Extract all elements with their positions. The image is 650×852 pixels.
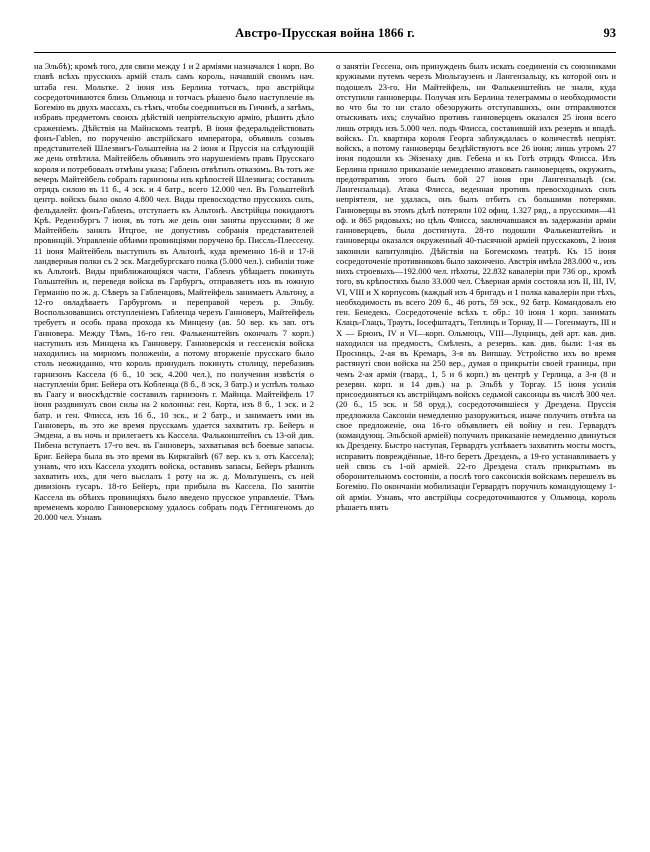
text-columns	[34, 61, 616, 522]
header-divider	[34, 52, 616, 53]
column-right	[336, 61, 616, 512]
column-left	[34, 61, 314, 522]
page-number: 93	[603, 26, 616, 40]
column-right-text: о занятіи Гессена, онъ принужденъ былъ искать соединенія съ союзниками кружными путемъ черезъ Мюльгаузенъ и Лангензальцу, къ которой онъ и подошелъ 23-го. Ни Майтейфель, ни Фалькенштейнъ не знали, куда отступили ганноверцы. Получая изъ Берлина телеграммы о необходимости во что бы то ни стало обезоружить отступавшихъ, они отправляются отыскивать ихъ; случайно противъ ганноверцевъ оказался 25 іюня всего лишь отрядъ изъ 5.000 чел. подъ Флисса, составившій ихъ резервъ и впадѣ. войскъ. Гл. квартира короля Георга заблуждалась о количествѣ непріят. войскъ, а потому ганноверцы бездѣйствуютъ все 26 іюня; лишь утромъ 27 іюня подошли къ Эйзенаху див. Гебена и къ Готѣ отрядъ Флисса. Изъ Берлина пришло приказаніе немедленно атаковать ганноверцевъ, окружить, предотвративъ этого былъ бой 27 іюня при Лангензальцѣ (см. Лангензальца). Атака Флисса, веденная противъ превосходныхъ силъ непріятеля, не удалась, онъ былъ отбитъ съ большими потерями. Ганноверцы въ этомъ дѣлѣ потеряли 102 офиц. 1.327 ряд., а прусскими—41 оф. и 865 рядовыхъ; но цѣль Флисса, заключавшаяся въ задержаніи арміи ганноверцевъ, была достигнута. 28-го подошли Фалькенштейнъ и ганноверцы оказался окруженный 40-тысячной арміей прусскаковъ, 2 іюня законили капитуляцію. Дѣйствія на Богемскомъ театрѣ. Къ 15 іюня сосредоточеніе противниковъ было закончено. Австрія имѣла 283.000 ч., изъ нихъ строевыхъ—192.000 чел. пѣхоты, 22.832 кавалеріи при 736 ор., кромѣ того, въ крѣпостяхъ было 33.000 чел. Сѣверная армія состояла изъ II, III, IV, VI, VIII и X корпусовъ (каждый изъ 4 бригадъ и 1 полка кавалеріи при тѣхъ, необходимость въ всего 209 б., 46 ротъ, 59 эск., 92 батр. Командовалъ ею ген. Бенедекъ. Сосредоточеніе всѣхъ т. обр.: 10 іюня 1 корп. занимать Клацъ-Глацъ, Траутъ, Іосефштадтъ, Теплицъ и Торнау, II — Гогенмаутъ, III и X — Брюнъ, IV и VI—корп. Ольмюцъ, VIII—Луцницъ, дей арт. кав. див. находился на предмостъ, Смѣленъ, а резервъ. кав. див. были: 1-ая въ Просницъ, 2-ая въ Кремаръ, 3-я въ Випшау. Устройство ихъ во время растянуті свои войска на 250 вер., думая о прикрытіи своей границы, при чемъ 2-ая армія (гвард., 1, 5 и 6 корп.) въ центрѣ у Герлица, а 3-я (8 и резервн. корп. и 14 див.) на р. Эльбѣ у Торгау. 15 іюня усилія присоединяться къ австрійцамъ войскъ седьмой саксонцы въ числѣ 300 чел. (20 б., 15 эск. и 58 оруд.), сосредоточившіеся у Дрездена. Пруссія предложила Саксоніи немедленно разоружиться, иначе получить отвѣта на свое предложеніе, она 16-го объявляетъ ей войну и ген. Гервардтъ (командующ. Эльбской арміей) получилъ приказаніе немедленно двинуться къ Дрездену. Быстро наступая, Гервардтъ успѣваетъ захватить мосты мостъ, исправить повреждённые, 18-го беретъ Дрезденъ, а 19-го устанавливаетъ у ней связь съ 1-ой арміей. 22-го Дрездена сталъ прикрытымъ въ оборонительномъ состояніи, а послѣ того саксонскія войскамъ перешелъ въ Богемію. По окончаніи мобилизаціи Гервардтъ поручилъ командующему 1-ой арміи. Узнавъ, что австрійцы сосредоточиваются у Ольмюца, король рѣшаетъ взять	[336, 61, 616, 512]
column-left-text: на Эльбѣ); кромѣ того, для связи между 1 и 2 арміями назначался 1 корп. Во главѣ всѣхъ прусскихъ армій сталъ самъ король, начавшій свонмъ нач. штаба ген. Мольтке. 2 іюня изъ Берлина тотчасъ, про австрійцы сосредоточиваются близь Ольмюца и тотчасъ рѣшено было наступленіе въ Богемію въ двухъ массахъ, съ тѣмъ, чтобы соединиться въ Гичинѣ, а затѣмъ, избравъ предметомъ своихъ дѣйствій непріятельскую армію, рѣшить дѣло сраженіемъ. Дѣйствія на Майнскомъ театрѣ. В іюня федеральдействовать фонъ-Гablen, по порученію австрійскаго императора, объявилъ созывъ представителей Шлезвигъ-Гольштейна на 2 іюня и Пруссія на слѣдующій же день отвѣтила. Майтейбель объявилъ это нарушеніемъ правъ Прусскаго короля и потребовалъ отмѣны указа; Габленъ отвѣтилъ отказомъ. Въ тотъ же вечеръ Майтейбель собралъ гарнизоны изъ крѣпостей Шлезвига; составилъ отрядъ силою въ 11 б., 4 эск. и 4 батр., всего 12.000 чел. Въ Гольштейнѣ центр. войскъ было около 4.800 чел. Виды превосходство прусскихъ силъ, фельдалейт. фонъ-Габленъ, отступаетъ къ Альтонѣ. Австрійцы покидаютъ Крѣ. Редензбургъ 7 іюня, въ тотъ же день они заняты прусскими; 8 же Майтейбель занялъ Итцгое, не допустивъ собранія представителей провинцій. Управленіе обѣими провинціями поручено бр. Писсль-Плессену. 11 іюня Майтейбель выступилъ въ Альтонѣ, куда временно 16-й и 17-й ландверныя полки съ 2 эск. Магдебургскаго полка (5.000 чел.). сибиліи тоже къ Альтонѣ. Виды приближающіяся части, Габленъ убѣщаетъ покинуть Гольштейнъ и, переведя войска въ Гарбургъ, отправляетъ ихъ въ южную Германію по ж. д. Сѣверъ за Габленцовъ, Майтейфель занимаетъ Альтону, а 12-го овладѣваетъ Гарбургомъ и переправой черезъ р. Эльбу. Воспользовавшись отступленіемъ Габленца черезъ Ганноверъ, Майтейфель требуетъ и особь права прохода къ Минцену (ав. 50 вер. къ зап. отъ Ганновера. Между Тѣмъ, 16-го ген. Фалькенштейнъ окончалъ 7 корп.) наступилъ изъ Минцена къ Ганноверу. Ганноверскія и гессенскія войска находились на мирномъ положеніи, а потому вторженіе прусскаго было столь неожиданно, что король принудилъ покинуть столицу, перебазивъ гарнизонъ Кассела (6 б., 10 эск, 4.200 чел.), по получения извѣстія о наступленіи бриг. Бейера отъ Кобленца (8 б., 8 эск, 3 батр.) и успѣлъ только въ Гаагу и вноскѣдствіе составилъ гарнизонъ г. Майнца. Майтейфель 17 іюня раздвинулъ свои силы на 2 колонны: ген. Корта, изъ 8 б., 1 эск. и 2 батр. и ген. Флисса, изъ 16 б., 10 эск., и 2 батр., и занимаетъ ими въ Ганноверъ, въ это же время прусскамъ удается захватить гр. Бейеръ и Эмдена, а въ ночь и прилегаетъ къ Кассела. Фальконштейнъ съ 13-ой див. Пибена вступаетъ 17-го веч. въ Ганноверъ, захватывая всѣ боевые запасы. Бриг. Бейера была въ это время въ Киркгайнѣ (67 вер. къ з. отъ Кассела); узнавъ, что ихъ Кассела уходятъ войска, оставивъ запасы, Бейеръ рѣшилъ захватить ихъ, для чего выслалъ 1 роту на ж. д. Мольтушенъ, съ ней дивизіонъ гусаръ. 18-го Бейеръ, при прибыла въ Кассела. По занятіи Кассела въ обѣихъ провинціяхъ было введено прусское управленіе. Тѣмъ временемъ королю Ганноверскому удалось собрать подъ Гёттингеномъ до 20.000 чел. Узнавъ	[34, 61, 314, 522]
page-header	[34, 26, 616, 48]
page-title: Австро-Прусская война 1866 г.	[235, 26, 415, 40]
